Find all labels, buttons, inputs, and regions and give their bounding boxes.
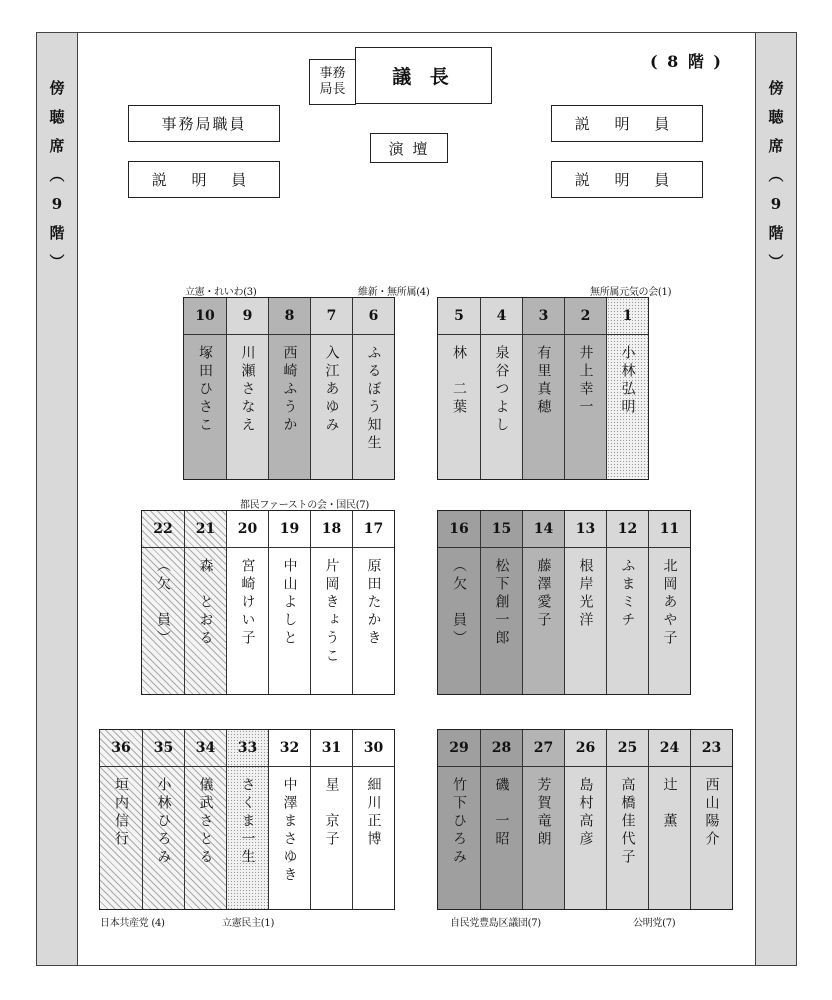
- seat-number: 2: [565, 298, 606, 335]
- seat: [184, 298, 226, 479]
- gallery-char: 聴: [768, 108, 784, 126]
- gallery-left-label: [37, 81, 77, 284]
- seat: [142, 511, 184, 694]
- member-name: 森 とおる: [197, 558, 214, 648]
- seat-number: 13: [565, 511, 606, 548]
- seat: [522, 298, 564, 479]
- seat: [606, 298, 648, 479]
- group-label: 日本共産党 (4): [100, 918, 165, 929]
- seat-number: 36: [100, 730, 142, 767]
- seat-number: 17: [353, 511, 394, 548]
- gallery-char: ︶: [768, 253, 784, 271]
- floor-label: ( 8 階 ): [650, 52, 723, 71]
- staff-label: 事務局職員: [161, 115, 247, 133]
- member-name: ふまミチ: [619, 558, 636, 630]
- seat: [226, 511, 268, 694]
- seat-number: 18: [311, 511, 352, 548]
- member-name: 星 京子: [323, 777, 340, 849]
- member-name: 細川正博: [365, 777, 382, 849]
- member-name: 泉谷つよし: [493, 345, 510, 435]
- gallery-char: 席: [49, 137, 65, 155]
- seat: [226, 730, 268, 909]
- seat-block: [437, 729, 733, 910]
- seat-number: 21: [185, 511, 226, 548]
- secretary-general-label: 事務局長: [319, 65, 346, 97]
- seat: [522, 730, 564, 909]
- member-name: さくま一生: [239, 777, 256, 867]
- gallery-char: 9: [51, 195, 63, 213]
- seat-number: 10: [184, 298, 226, 335]
- gallery-char: 席: [768, 137, 784, 155]
- member-name: 藤澤愛子: [535, 558, 552, 630]
- seat: [648, 511, 690, 694]
- seat: [310, 298, 352, 479]
- seat: [438, 511, 480, 694]
- gallery-right: [755, 32, 797, 966]
- gallery-char: ︶: [49, 253, 65, 271]
- seat-number: 6: [353, 298, 394, 335]
- seat: [226, 298, 268, 479]
- seat: [606, 511, 648, 694]
- member-name: 中山よしと: [281, 558, 298, 648]
- seat-number: 1: [607, 298, 648, 335]
- seat-block: [437, 297, 649, 480]
- seat-number: 33: [227, 730, 268, 767]
- member-name: 根岸光洋: [577, 558, 594, 630]
- gallery-char: 階: [49, 224, 65, 242]
- seat-block: [437, 510, 691, 695]
- explainer-label: 説 明 員: [574, 115, 680, 133]
- gallery-char: 9: [770, 195, 782, 213]
- group-label: 維新・無所属(4): [358, 287, 430, 298]
- seat-number: 30: [353, 730, 394, 767]
- member-name: 西崎ふうか: [281, 345, 298, 435]
- seat: [648, 730, 690, 909]
- seat-number: 3: [523, 298, 564, 335]
- group-label: 自民党豊島区議団(7): [450, 918, 541, 929]
- seat-block: [99, 729, 395, 910]
- seat: [268, 298, 310, 479]
- member-name: 宮崎けい子: [239, 558, 256, 648]
- seat-number: 4: [481, 298, 522, 335]
- seat: [310, 511, 352, 694]
- gallery-char: 傍: [768, 79, 784, 97]
- seat-number: 11: [649, 511, 690, 548]
- explainer-box-left: [128, 161, 280, 198]
- seat-number: 5: [438, 298, 480, 335]
- seat: [564, 511, 606, 694]
- seat: [522, 511, 564, 694]
- seat: [690, 730, 732, 909]
- member-name: ︵欠 員︶: [155, 558, 171, 648]
- seat: [564, 730, 606, 909]
- member-name: 辻 薫: [661, 777, 678, 831]
- seat: [480, 298, 522, 479]
- member-name: 原田たかき: [365, 558, 382, 648]
- member-name: 磯 一昭: [493, 777, 510, 849]
- seat-number: 23: [691, 730, 732, 767]
- podium-label: 演 壇: [388, 139, 430, 158]
- secretary-general-box: [309, 59, 356, 105]
- seat: [142, 730, 184, 909]
- gallery-left: [36, 32, 78, 966]
- seat: [438, 298, 480, 479]
- seat-number: 9: [227, 298, 268, 335]
- member-name: 入江あゆみ: [323, 345, 340, 435]
- gallery-char: ︵: [768, 166, 784, 184]
- seat: [184, 511, 226, 694]
- seat-number: 19: [269, 511, 310, 548]
- seat-number: 8: [269, 298, 310, 335]
- seat-number: 16: [438, 511, 480, 548]
- member-name: 有里真穂: [535, 345, 552, 417]
- member-name: 垣内信行: [113, 777, 129, 849]
- member-name: 西山陽介: [703, 777, 720, 849]
- seat-number: 31: [311, 730, 352, 767]
- group-label: 公明党(7): [633, 918, 676, 929]
- seat-number: 20: [227, 511, 268, 548]
- gallery-right-label: [756, 81, 796, 284]
- seat: [268, 511, 310, 694]
- seat-number: 35: [143, 730, 184, 767]
- seat-number: 15: [481, 511, 522, 548]
- seat-number: 14: [523, 511, 564, 548]
- group-label: 都民ファーストの会・国民(7): [240, 500, 369, 511]
- seat-number: 27: [523, 730, 564, 767]
- seat-number: 28: [481, 730, 522, 767]
- member-name: ︵欠 員︶: [451, 558, 467, 648]
- member-name: 小林ひろみ: [155, 777, 172, 867]
- seat-number: 26: [565, 730, 606, 767]
- member-name: 塚田ひさこ: [197, 345, 213, 435]
- member-name: 片岡きょうこ: [323, 558, 340, 666]
- seat-number: 34: [185, 730, 226, 767]
- member-name: 松下創一郎: [493, 558, 510, 648]
- seat: [480, 511, 522, 694]
- gallery-char: ︵: [49, 166, 65, 184]
- seat: [480, 730, 522, 909]
- gallery-char: 階: [768, 224, 784, 242]
- explainer-label: 説 明 員: [151, 171, 257, 189]
- gallery-char: 傍: [49, 79, 65, 97]
- member-name: 高橋佳代子: [619, 777, 636, 867]
- seat-number: 29: [438, 730, 480, 767]
- staff-box: [128, 105, 280, 142]
- member-name: 儀武さとる: [197, 777, 214, 867]
- member-name: ふるぼう知生: [365, 345, 382, 453]
- chairman-label: 議 長: [392, 66, 455, 88]
- gallery-char: 聴: [49, 108, 65, 126]
- explainer-label: 説 明 員: [574, 171, 680, 189]
- member-name: 芳賀竜朗: [535, 777, 552, 849]
- seat-number: 32: [269, 730, 310, 767]
- group-label: 立憲・れいわ(3): [185, 287, 257, 298]
- member-name: 北岡あや子: [661, 558, 678, 648]
- group-label: 立憲民主(1): [222, 918, 275, 929]
- seat: [606, 730, 648, 909]
- seat: [352, 730, 394, 909]
- seat-number: 12: [607, 511, 648, 548]
- member-name: 小林弘明: [619, 345, 636, 417]
- seat-number: 7: [311, 298, 352, 335]
- explainer-box-right-1: [551, 105, 703, 142]
- seat: [438, 730, 480, 909]
- seat: [184, 730, 226, 909]
- seat-number: 25: [607, 730, 648, 767]
- seat: [100, 730, 142, 909]
- member-name: 川瀬さなえ: [239, 345, 256, 435]
- chairman-box: [355, 47, 492, 104]
- seat: [564, 298, 606, 479]
- seat: [268, 730, 310, 909]
- seat: [310, 730, 352, 909]
- seat-block: [183, 297, 395, 480]
- member-name: 竹下ひろみ: [451, 777, 467, 867]
- seat: [352, 511, 394, 694]
- seat-number: 24: [649, 730, 690, 767]
- seat: [352, 298, 394, 479]
- member-name: 中澤まさゆき: [281, 777, 298, 885]
- seat-number: 22: [142, 511, 184, 548]
- group-label: 無所属元気の会(1): [590, 287, 672, 298]
- member-name: 林 二葉: [451, 345, 467, 417]
- explainer-box-right-2: [551, 161, 703, 198]
- seat-block: [141, 510, 395, 695]
- podium-box: [370, 133, 448, 163]
- member-name: 島村高彦: [577, 777, 594, 849]
- member-name: 井上幸一: [577, 345, 594, 417]
